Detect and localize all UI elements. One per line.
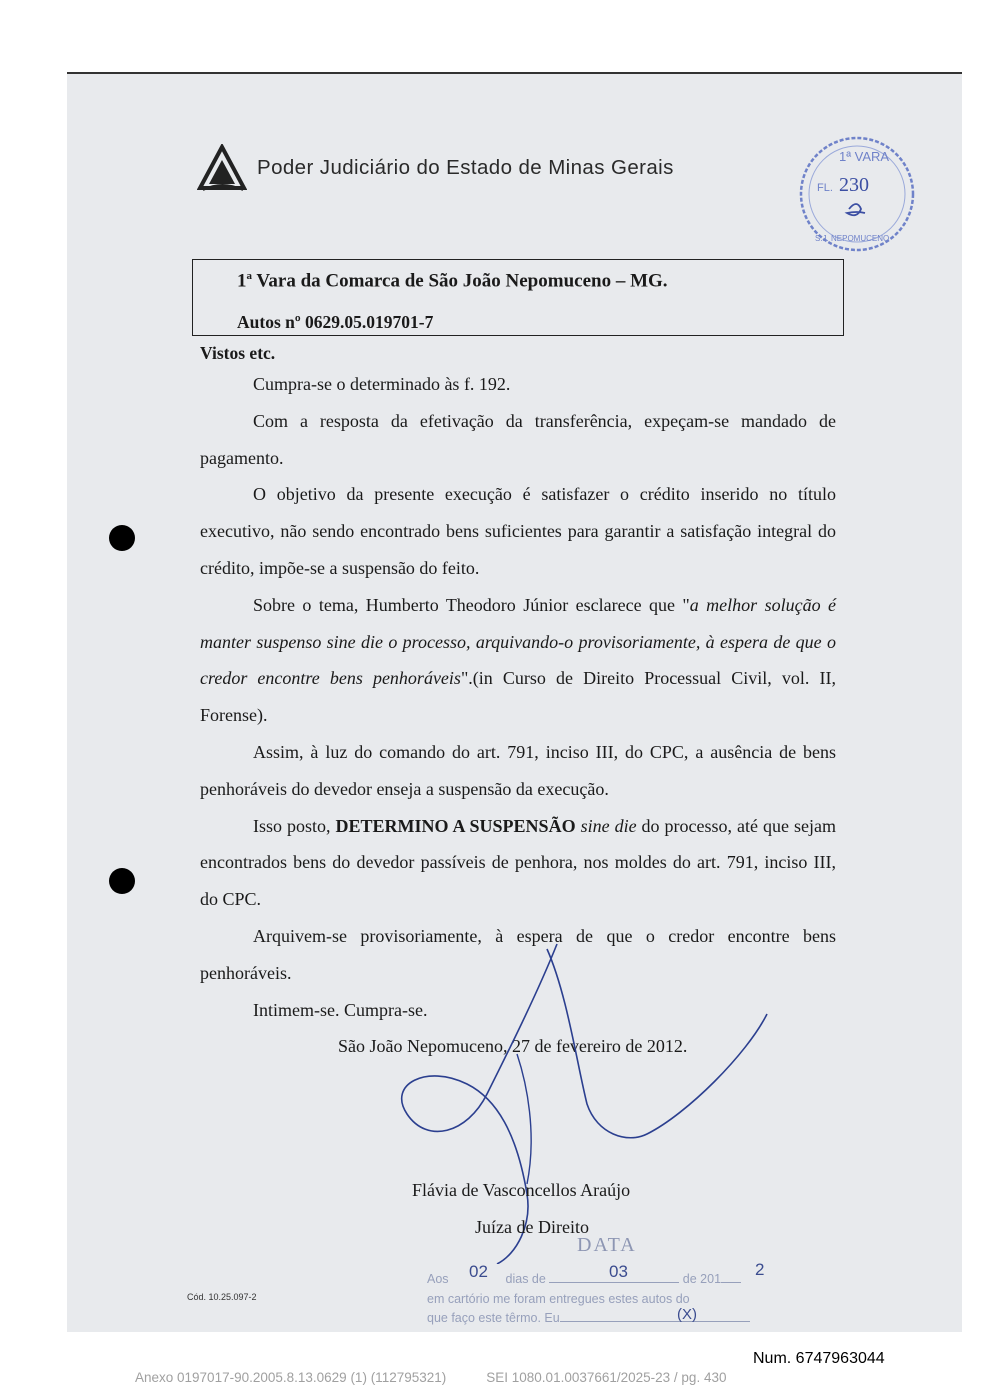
paragraph-3: O objetivo da presente execução é satisfazer o crédito inserido no título executivo, não sendo encontrado bens suficientes para garantir a satisfação integral do crédito, impõe-se a suspensão do feito. [200,484,836,578]
case-number: Autos nº 0629.05.019701-7 [237,312,434,332]
data-stamp-title: DATA [577,1234,637,1256]
form-code: Cód. 10.25.097-2 [187,1292,257,1302]
data-stamp-line-3: que faço este têrmo. Eu [427,1311,750,1325]
document-page [67,72,962,1332]
judge-name: Flávia de Vasconcellos Araújo [412,1180,631,1200]
paragraph-1: Cumpra-se o determinado às f. 192. [253,374,511,394]
paragraph-4: Sobre o tema, Humberto Theodoro Júnior esclarece que "a melhor solução é manter suspenso sine die o processo, arquivando-o provisoriamente, à espera de que o credor encontre bens penhoráveis".(in Curso de Direito Processual Civil, vol. II, Forense). [200,594,836,726]
judge-role: Juíza de Direito [475,1217,589,1237]
paragraph-8: Intimem-se. Cumpra-se. [253,999,428,1020]
paragraph-6: Isso posto, DETERMINO A SUSPENSÃO sine die do processo, até que sejam encontrados bens do devedor passíveis de penhora, nos moldes do art. 791, inciso III, do CPC. [200,815,836,910]
paragraph-2: Com a resposta da efetivação da transferência, expeçam-se mandado de pagamento. [200,410,836,468]
stamp-bottom-text: S.J. NEPOMUCENO [815,234,890,243]
page-footer [135,1370,726,1385]
paragraph-5: Assim, à luz do comando do art. 791, inciso III, do CPC, a ausência de bens penhoráveis do devedor enseja a suspensão da execução. [200,741,836,799]
footer-annex: Anexo 0197017-90.2005.8.13.0629 (1) (112795321) [135,1370,447,1385]
stamp-fl-number: 230 [839,174,869,196]
stamp-top-text: 1ª VARA [839,149,890,164]
receipt-date-stamp [427,1234,807,1334]
quote-text: a melhor solução é manter suspenso sine die o processo, arquivando-o provisoriamente, à espera de que o credor encontre bens penhoráveis [200,594,836,689]
document-number: Num. 6747963044 [753,1350,885,1367]
data-stamp-year-digit: 2 [755,1260,765,1279]
paragraph-7: Arquivem-se provisoriamente, à espera de que o credor encontre bens penhoráveis. [200,925,836,983]
data-stamp-month: 03 [609,1262,628,1281]
data-stamp-initial: (X) [677,1306,697,1323]
court-logo-icon [197,144,247,192]
data-stamp-day: 02 [469,1262,488,1281]
court-header-box [192,259,844,336]
org-title: Poder Judiciário do Estado de Minas Gerais [257,156,674,179]
page-number-stamp [787,129,927,259]
ruling-text: DETERMINO A SUSPENSÃO [335,815,576,836]
data-stamp-line-2: em cartório me foram entregues estes autos do [427,1292,690,1306]
letterhead [197,144,674,192]
court-name: 1$^a$ Vara da Comarca de São João Nepomuceno – MG. [237,270,668,292]
vistos-heading: Vistos etc. [200,343,276,363]
footer-sei: SEI 1080.01.0037661/2025-23 / pg. 430 [486,1370,727,1385]
punch-hole [109,868,135,894]
date-line: São João Nepomuceno, 27 de fevereiro de 2012. [338,1036,688,1057]
punch-hole [109,525,135,551]
data-stamp-line-1: Aos dias de de 201 [427,1272,741,1286]
stamp-fl-label: FL. [817,182,833,194]
